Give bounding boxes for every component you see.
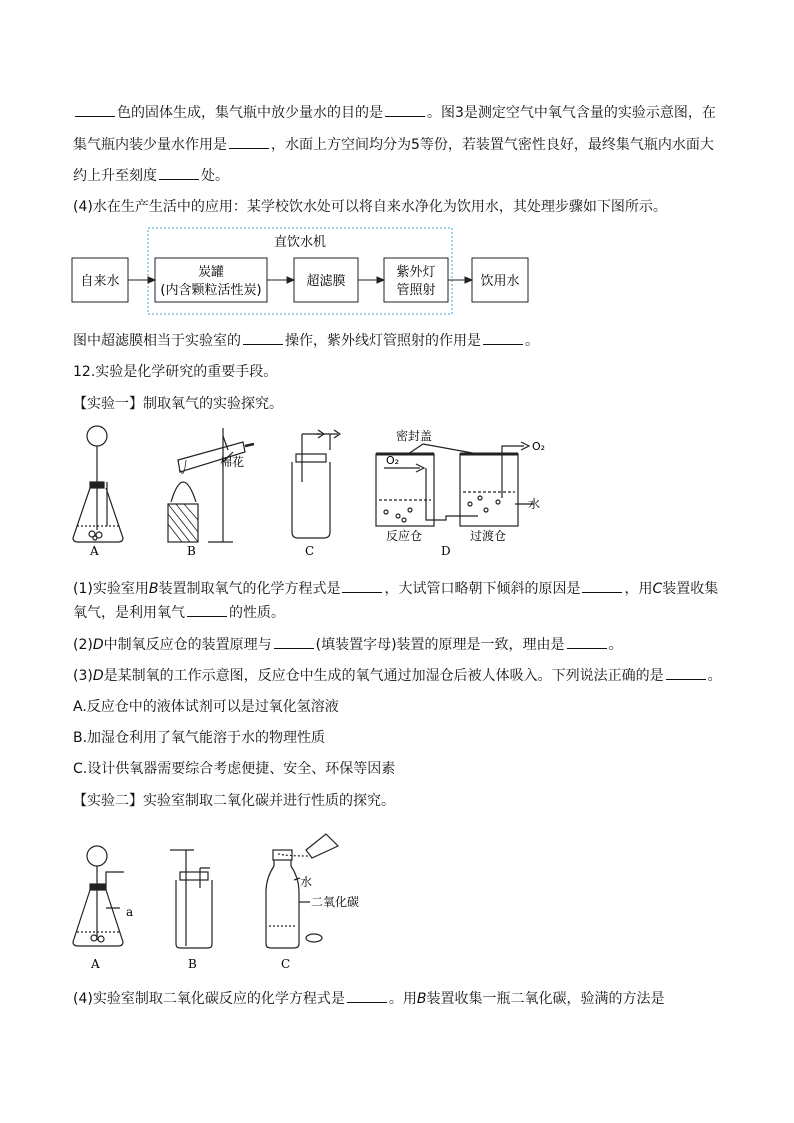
text: ，用	[624, 581, 653, 597]
apparatus-c	[292, 430, 340, 538]
answer-blank[interactable]	[385, 102, 425, 117]
text: 。	[525, 333, 539, 349]
co2-apparatus-figure	[68, 820, 368, 970]
device-letter: C	[652, 581, 663, 597]
label-a: A	[90, 544, 99, 558]
text: ，水面上方空间均分为5等份，若装置气密性良好，最终集气瓶内水面大	[271, 137, 714, 153]
option-b[interactable]: B.加湿仓利用了氧气能溶于水的物理性质	[73, 730, 326, 746]
question-4	[73, 988, 664, 1009]
text: 。图3是测定空气中氧气含量的实验示意图，在	[427, 105, 716, 121]
water-purification-diagram	[70, 225, 530, 317]
o2-out-label: O₂	[532, 440, 546, 453]
text: 色的固体生成，集气瓶中放少量水的目的是	[117, 105, 383, 121]
answer-blank[interactable]	[243, 330, 283, 345]
oxygen-apparatus-figure	[68, 422, 568, 570]
text: 的性质。	[229, 605, 285, 621]
device-letter: B	[148, 581, 159, 597]
text: 操作，紫外线灯管照射的作用是	[285, 333, 481, 349]
apparatus-c2	[266, 834, 338, 948]
apparatus-b2	[170, 850, 212, 948]
option-a[interactable]: A.反应仓中的液体试剂可以是过氧化氢溶液	[73, 699, 339, 715]
label-a-port: a	[126, 905, 134, 919]
seal-label: 密封盖	[396, 429, 433, 443]
answer-blank[interactable]	[567, 634, 607, 649]
drinking-water-label: 饮用水	[480, 274, 520, 289]
text: (2)	[73, 637, 93, 653]
device-letter: D	[92, 668, 104, 684]
answer-blank[interactable]	[347, 988, 387, 1003]
text: 。用	[388, 991, 417, 1007]
cotton-label: 棉花	[220, 455, 245, 469]
apparatus-a	[73, 426, 123, 542]
answer-blank[interactable]	[229, 134, 269, 149]
text-line-3	[73, 165, 229, 186]
co2-label: 二氧化碳	[311, 895, 360, 909]
reaction-chamber-label: 反应仓	[386, 529, 423, 543]
text: (3)	[73, 668, 93, 684]
answer-blank[interactable]	[274, 634, 314, 649]
text: 中制氧反应仓的装置原理与	[103, 637, 272, 653]
text: (1)实验室用	[73, 581, 149, 597]
tap-water-label: 自来水	[80, 274, 120, 289]
text: 。	[707, 668, 722, 684]
text: 装置收集一瓶二氧化碳，验满的方法是	[426, 991, 665, 1007]
uv-label-2: 管照射	[396, 283, 436, 298]
label-d: D	[441, 544, 451, 558]
label-a: A	[91, 957, 100, 970]
text: 是某制氧的工作示意图，反应仓中生成的氧气通过加湿仓后被人体吸入。下列说法正确的是	[103, 668, 664, 684]
text: 。	[608, 637, 623, 653]
water-label: 水	[300, 875, 313, 889]
ultrafiltration-label: 超滤膜	[306, 274, 346, 289]
apparatus-b	[168, 428, 254, 542]
text: (4)实验室制取二氧化碳反应的化学方程式是	[73, 991, 345, 1007]
text: 处。	[201, 168, 229, 184]
option-c[interactable]: C.设计供氧器需要综合考虑便捷、安全、环保等因素	[73, 761, 396, 777]
device-letter: B	[416, 991, 427, 1007]
answer-blank[interactable]	[342, 578, 382, 593]
text-line-2	[73, 134, 714, 155]
text-line-1	[73, 102, 716, 123]
group-label: 直饮水机	[273, 235, 327, 250]
text-line-5	[73, 330, 539, 351]
text: ，大试管口略朝下倾斜的原因是	[384, 581, 581, 597]
question-3	[73, 665, 722, 686]
carbon-tank-label: 炭罐	[197, 265, 225, 280]
experiment-1-title: 【实验一】制取氧气的实验探究。	[73, 396, 283, 412]
text: 氧气，是利用氧气	[73, 605, 185, 621]
text: 装置制取氧气的化学方程式是	[158, 581, 341, 597]
answer-blank[interactable]	[666, 665, 706, 680]
question-12: 12.实验是化学研究的重要手段。	[73, 364, 278, 380]
label-c: C	[281, 957, 291, 970]
question-4-water: (4)水在生产生活中的应用：某学校饮水处可以将自来水净化为饮用水，其处理步骤如下图所示。	[73, 199, 667, 215]
text: 图中超滤膜相当于实验室的	[73, 333, 241, 349]
uv-label-1: 紫外灯	[396, 265, 436, 280]
apparatus-d	[376, 442, 534, 526]
text: 集气瓶内装少量水作用是	[73, 137, 227, 153]
device-letter: D	[92, 637, 104, 653]
answer-blank[interactable]	[582, 578, 622, 593]
question-2	[73, 634, 623, 655]
transition-chamber-label: 过渡仓	[470, 529, 507, 543]
answer-blank[interactable]	[75, 102, 115, 117]
question-1b	[73, 602, 285, 623]
answer-blank[interactable]	[187, 602, 227, 617]
text: 约上升至刻度	[73, 168, 157, 184]
label-c: C	[305, 544, 315, 558]
label-b: B	[188, 957, 197, 970]
carbon-tank-sub: (内含颗粒活性炭)	[160, 283, 262, 298]
question-1	[73, 578, 718, 599]
water-label: 水	[528, 497, 541, 511]
experiment-2-title: 【实验二】实验室制取二氧化碳并进行性质的探究。	[73, 793, 395, 809]
text: (填装置字母)装置的原理是一致，理由是	[315, 637, 565, 653]
o2-in-label: O₂	[386, 454, 400, 467]
text: 装置收集	[662, 581, 719, 597]
answer-blank[interactable]	[159, 165, 199, 180]
label-b: B	[187, 544, 196, 558]
apparatus-a2	[73, 846, 124, 946]
answer-blank[interactable]	[483, 330, 523, 345]
